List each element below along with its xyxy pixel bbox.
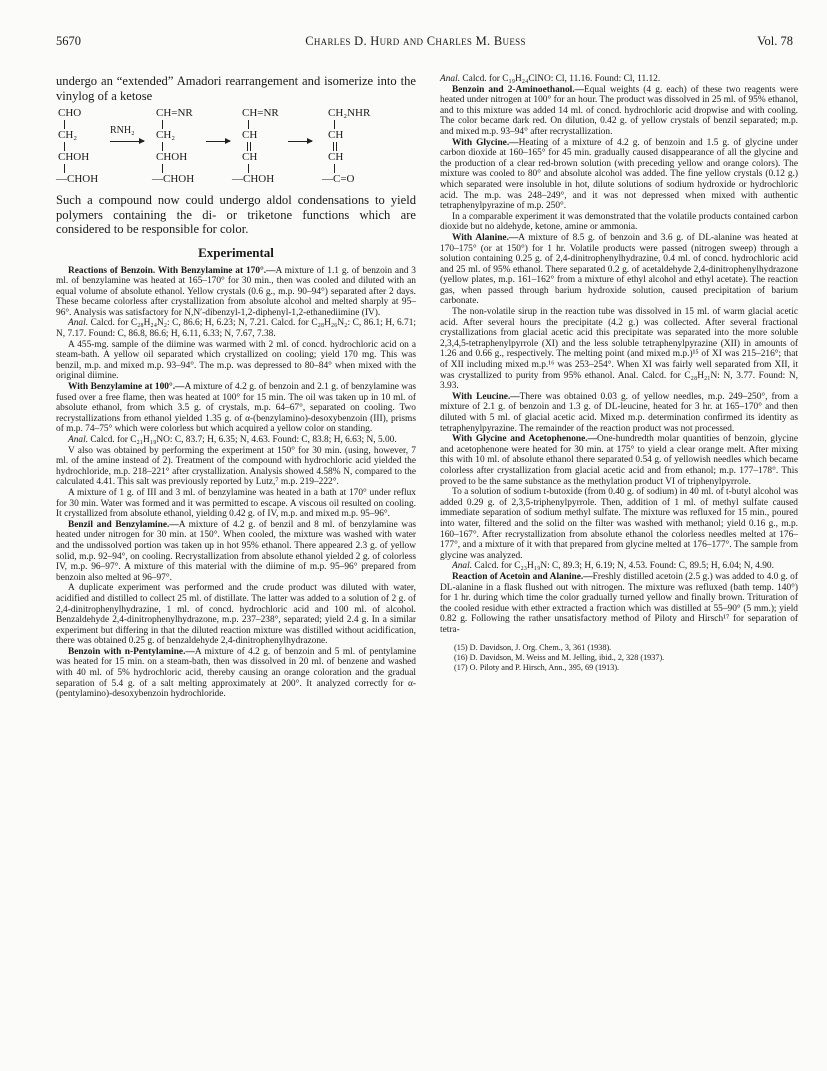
- footnote: (15) D. Davidson, J. Org. Chem., 3, 361 (1938).: [454, 643, 612, 653]
- paragraph: [440, 572, 798, 636]
- paragraph-text: To a solution of sodium t-butoxide (from 0.40 g. of sodium) in 40 ml. of t-butyl alcohol was added 0.29 g. of 2,3,5-triphenylpyrrole. Then, addition of 1 ml. of methyl sulfate caused immediate separation of sodium methyl sulfate. The mixture was refluxed for 15 min., poured into water, filtered and the solid on the filter was washed with methanol; yield 0.16 g., m.p. 160–167°. After recrystallization from absolute ethanol the colorless needles melted at 176–177°, and a mixture of it with that prepared from glycine melted at 176–177°. The sample from glycine was analyzed.: [440, 487, 798, 561]
- paragraph: [56, 318, 416, 339]
- paragraph: [56, 583, 416, 647]
- paragraph-text: A mixture of 4.2 g. of benzoin and 5 ml. of pentylamine was heated for 15 min. on a steam-bath, then was dissolved in 20 ml. of benzene and washed with 40 ml. of 5% hydrochloric acid, thereby causing an orange coloration and the gradual separation of 5.4 g. of a salt melting approximately at 200°. It analyzed correctly for α-(pentylamino)-desoxybenzoin hydrochloride.: [56, 646, 416, 700]
- scheme-c1-2: CH₂: [58, 129, 78, 141]
- paragraph-heading: Benzil and Benzylamine.—: [68, 519, 179, 530]
- scheme-c1-1: CHO: [58, 107, 82, 119]
- analysis-label: Anal.: [68, 318, 89, 329]
- scheme-c4-2: CH: [328, 129, 344, 141]
- paragraph-heading: With Glycine.—: [452, 137, 519, 148]
- paragraph: [440, 561, 798, 572]
- scheme-c2-1: CH=NR: [156, 107, 193, 119]
- scheme-c3-3: CH: [242, 151, 258, 163]
- analysis-label: Anal.: [68, 435, 89, 445]
- paragraph-text: Calcd. for C₂₃H₁₉N: C, 89.3; H, 6.19; N, 4.53. Found: C, 89.5; H, 6.04; N, 4.90.: [474, 561, 774, 572]
- paragraph: [56, 382, 416, 435]
- paragraph-text: The non-volatile sirup in the reaction tube was dissolved in 15 ml. of warm glacial acetic acid. After several hours the precipitate (4.2 g.) was collected. After several fractional crystallizations from glacial acetic acid this precipitate was separated into the more soluble 2,3,4,5-tetraphenylpyrrole (XI) and the less soluble tetraphenylpyrazine (XII) in amounts of 1.26 and 0.66 g., respectively. The melting point (and mixed m.p.)¹⁵ of XI was 215–216°; that of XII including mixed m.p.¹⁶ was 253–254°. When XI was fairly well separated from XII, it was crystallized to purity from 95% ethanol. Anal. Calcd. for C₂₈H₂₁N: N, 3.77. Found: N, 3.93.: [440, 307, 798, 392]
- paragraph-text: There was obtained 0.03 g. of yellow needles, m.p. 249–250°, from a mixture of 2.1 g. of benzoin and 1.3 g. of DL-leucine, heated for 3 hr. at 165–170° and then diluted with 5 ml. of glacial acetic acid. Mixed m.p. determination confirmed its identity as tetraphenylpyrazine. The remainder of the reaction product was not processed.: [440, 391, 798, 434]
- footnote: (17) O. Piloty and P. Hirsch, Ann., 395, 69 (1913).: [454, 663, 620, 673]
- running-head: [38, 34, 793, 56]
- paragraph: [440, 434, 798, 487]
- paragraph: [56, 520, 416, 584]
- paragraph-text: Calcd. for C₂₈H₂₄N₂: C, 86.6; H, 6.23; N, 7.21. Calcd. for C₂₈H₂₆N₂: C, 86.1; H, 6.71; N, 7.17. Found: C, 86.8, 86.6; H, 6.11, 6.33; N, 7.67, 7.38.: [56, 318, 416, 340]
- paragraph: [440, 233, 798, 307]
- scheme-c4-4: —C=O: [322, 173, 355, 185]
- paragraph-heading: Reaction of Acetoin and Alanine.—: [452, 571, 593, 582]
- analysis-label: Anal.: [452, 561, 473, 572]
- paragraph: [440, 138, 798, 212]
- paragraph: [440, 487, 798, 561]
- intro-text-2: Such a compound now could undergo aldol condensations to yield polymers containing the di- or triketone functions which are considered to be responsible for color.: [56, 193, 416, 236]
- paragraph-text: One-hundredth molar quantities of benzoin, glycine and acetophenone were heated for 30 min. at 175° to yield a clear orange melt. After mixing this with 10 ml. of absolute ethanol there separated 0.54 g. of yellowish needles which became colorless after crystallization from glacial acetic acid and from ethanol; m.p. 177–178°. This proved to be the same substance as the methylation product VI of triphenylpyrrole.: [440, 434, 798, 487]
- paragraph-text: A mixture of 4.2 g. of benzil and 8 ml. of benzylamine was heated under nitrogen for 30 min. at 150°. When cooled, the mixture was washed with water and the undissolved portion was taken up in hot 95% ethanol. There appeared 2.3 g. of yellow solid, m.p. 92–94°, on cooling. Recrystallization from absolute ethanol yielded 2 g. of colorless IV, m.p. 96–97°. A mixture of this material with the diimine of m.p. 95–96° prepared from benzoin also melted at 96–97°.: [56, 519, 417, 583]
- paragraph: [440, 85, 798, 138]
- paragraph-text: Calcd. for C₁₉H₂₄ClNO: Cl, 11.16. Found: Cl, 11.12.: [462, 74, 661, 84]
- paragraph-heading: With Glycine and Acetophenone.—: [452, 434, 598, 445]
- paragraph: [56, 488, 416, 520]
- page-number: 5670: [56, 34, 81, 48]
- paragraph-heading: Reactions of Benzoin. With Benzylamine at 170°.—: [68, 265, 276, 276]
- left-column: [56, 74, 416, 700]
- scheme-c1-3: CHOH: [58, 151, 90, 163]
- paragraph: [56, 647, 416, 700]
- scheme-c2-3: CHOH: [156, 151, 188, 163]
- paragraph-heading: Benzoin and 2-Aminoethanol.—: [452, 84, 584, 95]
- paragraph: [56, 340, 416, 382]
- scheme-c1-4: —CHOH: [56, 173, 99, 185]
- paragraph: [56, 435, 416, 446]
- volume-number: Vol. 78: [757, 34, 793, 48]
- paragraph-heading: Benzoin with n-Pentylamine.—: [68, 646, 195, 657]
- paragraph: [56, 266, 416, 319]
- paragraph-text: A duplicate experiment was performed and the crude product was diluted with water, acidified and distilled to collect 25 ml. of distillate. The latter was added to a solution of 2 g. of 2,4-dinitrophenylhydrazine, 1 ml. of concd. hydrochloric acid and 100 ml. of alcohol. Benzaldehyde 2,4-dinitrophenylhydrazone, m.p. 237–238°, separated; yield 2.4 g. In a similar experiment but differing in that the diluted reaction mixture was distilled without acidification, there was obtained 0.25 g. of benzaldehyde 2,4-dinitrophenylhydrazone.: [56, 583, 416, 647]
- scheme-c3-4: —CHOH: [232, 173, 275, 185]
- amadori-scheme: [56, 105, 416, 187]
- paragraph-text: A mixture of 4.2 g. of benzoin and 2.1 g. of benzylamine was fused over a free flame, then was heated at 100° for 15 min. The oil was taken up in 10 ml. of absolute ethanol, from which 3.5 g. of crystals, m.p. 64–67°, separated on cooling. Two recrystallizations from ethanol yielded 1.35 g. of α-(benzylamino)-desoxybenzoin (III), prisms of m.p. 74–75° which were colorless but which acquired a yellow color on standing.: [56, 382, 417, 435]
- paragraph-text: In a comparable experiment it was demonstrated that the volatile products contained carbon dioxide but no aldehyde, ketone, amine or ammonia.: [440, 211, 798, 233]
- left-body-text: [56, 266, 416, 700]
- footnotes: [440, 643, 798, 673]
- paragraph-text: Equal weights (4 g. each) of these two reagents were heated under nitrogen at 100° for an hour. The product was dissolved in 25 ml. of 95% ethanol, and to this mixture was added 14 ml. of concd. hydrochloric acid dropwise and with cooling. The color became dark red. On dilution, 0.42 g. of yellow crystals of benzil separated; m.p. and mixed m.p. 93–94° after recrystallization.: [440, 84, 798, 137]
- paragraph-text: A mixture of 1 g. of III and 3 ml. of benzylamine was heated in a bath at 170° under reflux for 30 min. Water was formed and it was permitted to escape. A viscous oil resulted on cooling. It crystallized from absolute ethanol, yielding 0.42 g. of IV, m.p. and mixed m.p. 95–96°.: [56, 487, 416, 520]
- paragraph-heading: With Benzylamine at 100°.—: [68, 382, 185, 393]
- paragraph-heading: With Alanine.—: [452, 232, 519, 243]
- scheme-c3-1: CH=NR: [242, 107, 279, 119]
- section-title-experimental: Experimental: [198, 244, 274, 260]
- right-body-text: [440, 74, 798, 635]
- scheme-c4-1: CH₂NHR: [328, 107, 371, 119]
- right-column: [440, 74, 798, 673]
- paragraph: [440, 212, 798, 233]
- journal-page: [38, 34, 798, 700]
- intro-text: undergo an “extended” Amadori rearrangement and isomerize into the vinylog of a ketose: [56, 74, 416, 103]
- paragraph: [56, 446, 416, 488]
- paragraph-text: A mixture of 8.5 g. of benzoin and 3.6 g. of DL-alanine was heated at 170–175° (or at 150°) for 1 hr. Volatile products were passed (nitrogen sweep) through a solution containing 0.25 g. of 2,4-dinitrophenylhydrazine, 0.4 ml. of concd. hydrochloric acid and 25 ml. of 95% ethanol. There separated 0.2 g. of acetaldehyde 2,4-dinitrophenylhydrazone (yellow plates, m.p. 161–162° from a mixture of ethyl alcohol and ethyl acetate). The reaction gas, when passed through barium hydroxide solution, caused precipitation of barium carbonate.: [440, 232, 798, 307]
- paragraph-text: A mixture of 1.1 g. of benzoin and 3 ml. of benzylamine was heated at 165–170° for 30 min., then was cooled and diluted with an equal volume of absolute ethanol. Yellow crystals (0.6 g., m.p. 90–94°) separated after 2 days. These became colorless after crystallization from absolute alcohol and melted sharply at 95–96°. Analysis was satisfactory for N,N′-dibenzyl-1,2-diphenyl-1,2-ethanediimine (IV).: [56, 265, 416, 318]
- paragraph-text: A 455-mg. sample of the diimine was warmed with 2 ml. of concd. hydrochloric acid on a steam-bath. A yellow oil separated which crystallized on cooling; yield 170 mg. This was benzil, m.p. and mixed m.p. 93–94°. The m.p. was depressed to 80–84° when mixed with the original diimine.: [56, 339, 416, 382]
- footnote: (16) D. Davidson, M. Weiss and M. Jelling, ibid., 2, 328 (1937).: [454, 653, 665, 663]
- scheme-c4-3: CH: [328, 151, 344, 163]
- paragraph-heading: With Leucine.—: [452, 391, 520, 402]
- scheme-reagent: RNH₂: [110, 125, 135, 136]
- scheme-c3-2: CH: [242, 129, 258, 141]
- paragraph: [440, 74, 798, 85]
- paragraph-text: Heating of a mixture of 4.2 g. of benzoin and 1.5 g. of glycine under carbon dioxide at 160–165° for 45 min. gradually caused disappearance of all the glycine and the production of a clear red-brown solution (with preceding yellow and orange colors). The mixture was cooled to 80° and absolute alcohol was added. The fine yellow crystals (0.12 g.) which separated were insoluble in hot, dilute solutions of sodium hydroxide or hydrochloric acid. The m.p. was 248–249°, and it was not depressed when mixed with authentic tetraphenylpyrazine of m.p. 250°.: [440, 137, 798, 212]
- analysis-label: Anal.: [440, 74, 461, 84]
- scheme-c2-4: —CHOH: [152, 173, 195, 185]
- paragraph-text: V also was obtained by performing the experiment at 150° for 30 min. (using, however, 7 ml. of the amine instead of 2). Treatment of the compound with hydrochloric acid yielded the hydrochloride, m.p. 218–221° after crystallization. Analysis showed 4.58% N, compared to the calculated 4.41. This salt was previously reported by Lutz,⁷ m.p. 219–222°.: [56, 445, 416, 488]
- paragraph-text: Freshly distilled acetoin (2.5 g.) was added to 4.0 g. of DL-alanine in a flask flushed out with nitrogen. The mixture was refluxed (bath temp. 140°) for 1 hr. during which time the color gradually turned yellow and finally brown. Trituration of the cooled residue with ether extracted a fraction which was distilled at 55–90° (5 mm.); yield 0.82 g. Following the rather unsatisfactory method of Piloty and Hirsch¹⁷ for separation of tetra-: [440, 571, 798, 635]
- scheme-c2-2: CH₂: [156, 129, 176, 141]
- running-head-authors: Charles D. Hurd and Charles M. Buess: [305, 34, 526, 48]
- paragraph-text: Calcd. for C₂₁H₁₉NO: C, 83.7; H, 6.35; N, 4.63. Found: C, 83.8; H, 6.63; N, 5.00.: [90, 435, 397, 445]
- paragraph: [440, 392, 798, 434]
- paragraph: [440, 307, 798, 392]
